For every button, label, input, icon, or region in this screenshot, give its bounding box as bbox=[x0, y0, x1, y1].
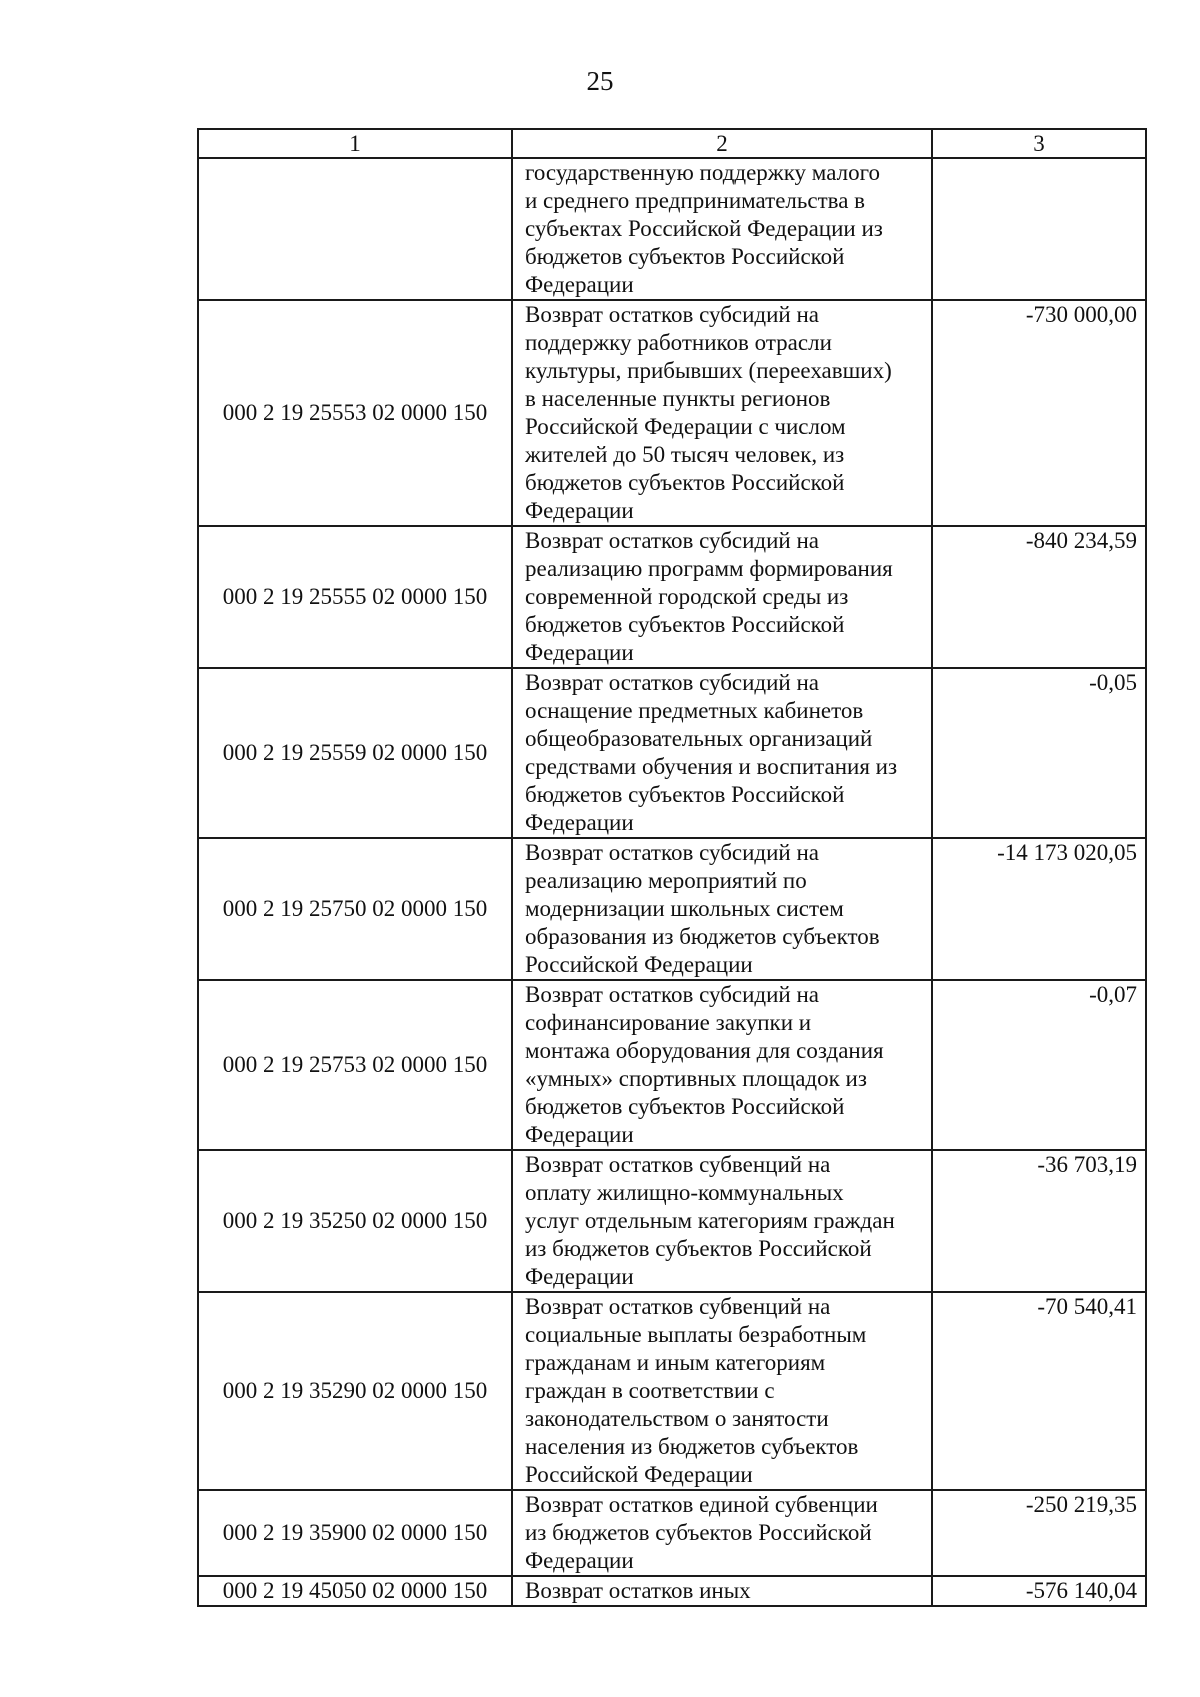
budget-code-cell: 000 2 19 35290 02 0000 150 bbox=[198, 1292, 512, 1490]
description-line: Российской Федерации bbox=[525, 952, 753, 977]
description-line: Федерации bbox=[525, 1548, 634, 1573]
description-line: и среднего предпринимательства в bbox=[525, 188, 866, 213]
description-line: в населенные пункты регионов bbox=[525, 386, 831, 411]
description-line: Возврат остатков субсидий на bbox=[525, 528, 820, 553]
table-row bbox=[198, 158, 1146, 300]
amount-cell: -840 234,59 bbox=[932, 526, 1146, 668]
description-line: услуг отдельным категориям граждан bbox=[525, 1208, 895, 1233]
description-line: гражданам и иным категориям bbox=[525, 1350, 826, 1375]
budget-code-cell: 000 2 19 25553 02 0000 150 bbox=[198, 300, 512, 526]
description-cell bbox=[512, 1292, 932, 1490]
column-header-2: 2 bbox=[512, 129, 932, 158]
description-line: реализацию мероприятий по bbox=[525, 868, 807, 893]
description-line: Федерации bbox=[525, 640, 634, 665]
description-line: оснащение предметных кабинетов bbox=[525, 698, 864, 723]
amount-cell bbox=[932, 158, 1146, 300]
amount-cell: -0,07 bbox=[932, 980, 1146, 1150]
description-line: законодательством о занятости bbox=[525, 1406, 829, 1431]
budget-code-cell: 000 2 19 25555 02 0000 150 bbox=[198, 526, 512, 668]
description-line: бюджетов субъектов Российской bbox=[525, 782, 845, 807]
description-line: Возврат остатков единой субвенции bbox=[525, 1492, 878, 1517]
table-row bbox=[198, 1150, 1146, 1292]
description-cell bbox=[512, 1576, 932, 1606]
description-cell bbox=[512, 526, 932, 668]
budget-code-cell: 000 2 19 35250 02 0000 150 bbox=[198, 1150, 512, 1292]
table-row bbox=[198, 1490, 1146, 1576]
amount-cell: -14 173 020,05 bbox=[932, 838, 1146, 980]
description-line: Возврат остатков субсидий на bbox=[525, 982, 820, 1007]
description-line: из бюджетов субъектов Российской bbox=[525, 1520, 872, 1545]
description-line: из бюджетов субъектов Российской bbox=[525, 1236, 872, 1261]
description-line: государственную поддержку малого bbox=[525, 160, 880, 185]
description-line: Возврат остатков субсидий на bbox=[525, 302, 820, 327]
description-line: Возврат остатков иных bbox=[525, 1578, 751, 1603]
description-line: бюджетов субъектов Российской bbox=[525, 1094, 845, 1119]
description-cell bbox=[512, 668, 932, 838]
table-row bbox=[198, 526, 1146, 668]
description-line: бюджетов субъектов Российской bbox=[525, 470, 845, 495]
description-line: Возврат остатков субвенций на bbox=[525, 1152, 831, 1177]
description-line: Федерации bbox=[525, 810, 634, 835]
description-cell bbox=[512, 1490, 932, 1576]
table-row bbox=[198, 1576, 1146, 1606]
description-line: средствами обучения и воспитания из bbox=[525, 754, 898, 779]
budget-code-cell bbox=[198, 158, 512, 300]
description-cell bbox=[512, 1150, 932, 1292]
budget-table bbox=[197, 128, 1147, 1607]
description-cell bbox=[512, 158, 932, 300]
description-line: образования из бюджетов субъектов bbox=[525, 924, 880, 949]
description-line: Возврат остатков субсидий на bbox=[525, 840, 820, 865]
table-row bbox=[198, 838, 1146, 980]
description-line: культуры, прибывших (переехавших) bbox=[525, 358, 892, 383]
table-body bbox=[198, 129, 1146, 1606]
description-line: софинансирование закупки и bbox=[525, 1010, 812, 1035]
budget-code-cell: 000 2 19 35900 02 0000 150 bbox=[198, 1490, 512, 1576]
description-cell bbox=[512, 838, 932, 980]
column-header-1: 1 bbox=[198, 129, 512, 158]
description-line: Федерации bbox=[525, 272, 634, 297]
amount-cell: -576 140,04 bbox=[932, 1576, 1146, 1606]
description-line: граждан в соответствии с bbox=[525, 1378, 775, 1403]
description-line: Российской Федерации с числом bbox=[525, 414, 846, 439]
budget-code-cell: 000 2 19 25753 02 0000 150 bbox=[198, 980, 512, 1150]
description-line: оплату жилищно-коммунальных bbox=[525, 1180, 844, 1205]
description-line: жителей до 50 тысяч человек, из bbox=[525, 442, 845, 467]
budget-code-cell: 000 2 19 25559 02 0000 150 bbox=[198, 668, 512, 838]
amount-cell: -36 703,19 bbox=[932, 1150, 1146, 1292]
amount-cell: -0,05 bbox=[932, 668, 1146, 838]
description-line: субъектах Российской Федерации из bbox=[525, 216, 883, 241]
column-header-3: 3 bbox=[932, 129, 1146, 158]
amount-cell: -70 540,41 bbox=[932, 1292, 1146, 1490]
description-line: Возврат остатков субсидий на bbox=[525, 670, 820, 695]
description-line: монтажа оборудования для создания bbox=[525, 1038, 884, 1063]
table-header-row bbox=[198, 129, 1146, 158]
description-cell bbox=[512, 300, 932, 526]
description-line: «умных» спортивных площадок из bbox=[525, 1066, 867, 1091]
description-line: общеобразовательных организаций bbox=[525, 726, 873, 751]
description-cell bbox=[512, 980, 932, 1150]
description-line: Российской Федерации bbox=[525, 1462, 753, 1487]
description-line: Возврат остатков субвенций на bbox=[525, 1294, 831, 1319]
table-row bbox=[198, 300, 1146, 526]
description-line: социальные выплаты безработным bbox=[525, 1322, 867, 1347]
description-line: поддержку работников отрасли bbox=[525, 330, 832, 355]
budget-code-cell: 000 2 19 45050 02 0000 150 bbox=[198, 1576, 512, 1606]
amount-cell: -250 219,35 bbox=[932, 1490, 1146, 1576]
description-line: населения из бюджетов субъектов bbox=[525, 1434, 859, 1459]
description-line: современной городской среды из bbox=[525, 584, 849, 609]
description-line: Федерации bbox=[525, 498, 634, 523]
budget-code-cell: 000 2 19 25750 02 0000 150 bbox=[198, 838, 512, 980]
description-line: реализацию программ формирования bbox=[525, 556, 893, 581]
description-line: Федерации bbox=[525, 1264, 634, 1289]
table-row bbox=[198, 980, 1146, 1150]
table-row bbox=[198, 668, 1146, 838]
description-line: бюджетов субъектов Российской bbox=[525, 612, 845, 637]
description-line: Федерации bbox=[525, 1122, 634, 1147]
page-number: 25 bbox=[586, 66, 614, 96]
description-line: бюджетов субъектов Российской bbox=[525, 244, 845, 269]
amount-cell: -730 000,00 bbox=[932, 300, 1146, 526]
table-row bbox=[198, 1292, 1146, 1490]
description-line: модернизации школьных систем bbox=[525, 896, 844, 921]
